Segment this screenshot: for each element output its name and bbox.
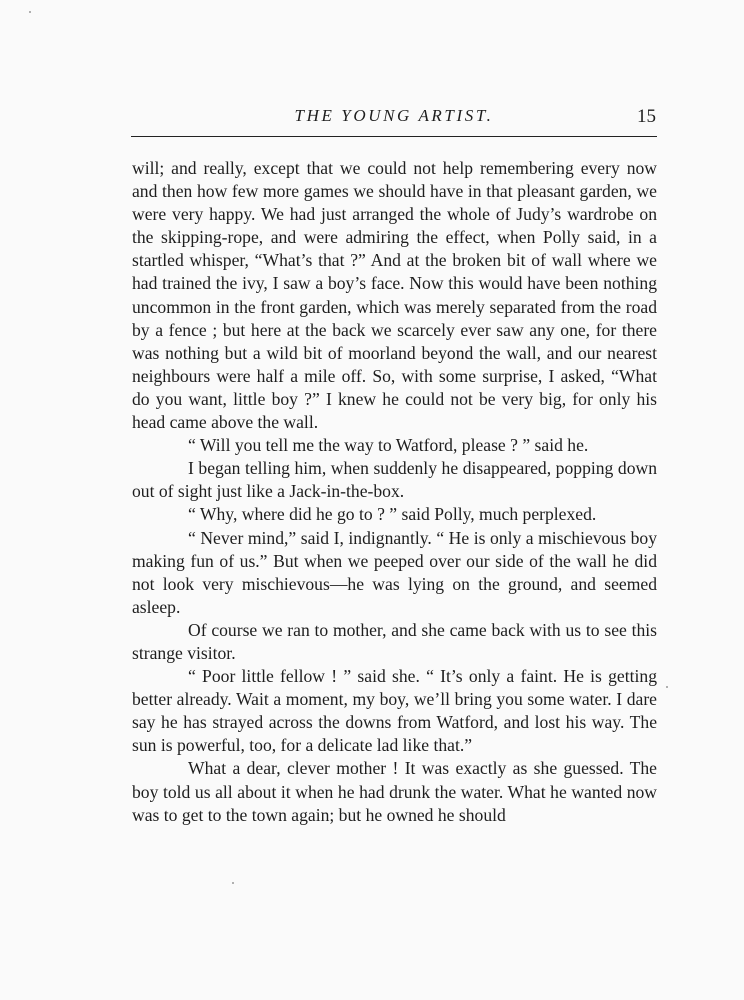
running-title: THE YOUNG ARTIST.: [294, 106, 494, 125]
paragraph: “ Poor little fellow ! ” said she. “ It’s only a faint. He is getting better already. Wait a moment, my boy, we’ll bring you some water. I dare say he has strayed across the downs from Watford, and lost his way. The sun is powerful, too, for a delicate lad like that.”: [132, 666, 657, 756]
scan-speck: [232, 882, 234, 884]
paragraph: “ Never mind,” said I, indignantly. “ He is only a mischievous boy making fun of us.” But when we peeped over our side of the wall he did not look very mischievous—he was lying on the ground, and seemed asleep.: [132, 527, 657, 617]
paragraph: “ Why, where did he go to ? ” said Polly, much perplexed.: [188, 504, 597, 525]
paragraph: “ Will you tell me the way to Watford, please ? ” said he.: [188, 435, 589, 456]
body-text: [132, 157, 657, 827]
paragraph: What a dear, clever mother ! It was exactly as she guessed. The boy told us all about it when he had drunk the water. What he wanted now was to get to the town again; but he owned he should: [132, 758, 657, 825]
scan-speck: [29, 11, 31, 13]
header-rule: [131, 136, 657, 137]
scan-speck: [666, 686, 668, 688]
paragraph: I began telling him, when suddenly he disappeared, popping down out of sight just like a Jack-in-the-box.: [132, 458, 657, 502]
running-head: [132, 106, 656, 132]
paragraph: will; and really, except that we could not help remembering every now and then how few more games we should have in that pleasant garden, we were very happy. We had just arranged the whole of Judy’s wardrobe on the skipping-rope, and were admiring the effect, when Polly said, in a startled whisper, “What’s that ?” And at the broken bit of wall where we had trained the ivy, I saw a boy’s face. Now this would have been nothing uncommon in the front garden, which was merely separated from the road by a fence ; but here at the back we scarcely ever saw any one, for there was nothing but a wild bit of moorland beyond the wall, and our nearest neighbours were half a mile off. So, with some surprise, I asked, “What do you want, little boy ?” I knew he could not be very big, for only his head came above the wall.: [132, 158, 657, 433]
paragraph: Of course we ran to mother, and she came back with us to see this strange visitor.: [132, 619, 657, 663]
page-number: 15: [637, 106, 656, 127]
